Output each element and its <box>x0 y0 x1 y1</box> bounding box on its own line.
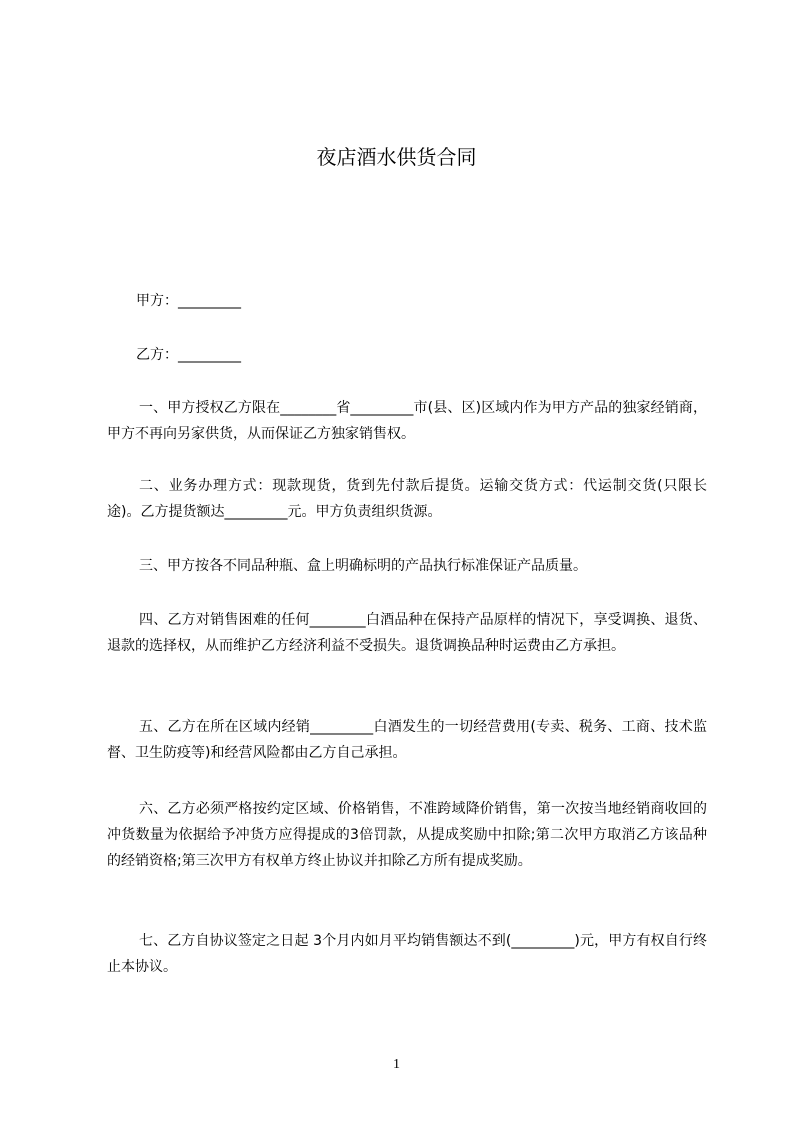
clause-3: 三、甲方按各不同品种瓶、盒上明确标明的产品执行标准保证产品质量。 <box>139 558 587 574</box>
document-title: 夜店酒水供货合同 <box>316 145 477 169</box>
party-b-line: 乙方：_________ <box>136 347 241 363</box>
clause-6: 六、乙方必须严格按约定区域、价格销售，不准跨域降价销售，第一次按当地经销商收回的冲货数量为依据给予冲货方应得提成的3倍罚款，从提成奖励中扣除;第二次甲方取消乙方该品种的经销资格;第三次甲方有权单方终止协议并扣除乙方所有提成奖励。 <box>107 801 707 869</box>
clause-4: 四、乙方对销售困难的任何________白酒品种在保持产品原样的情况下，享受调换、退货、退款的选择权，从而维护乙方经济利益不受损失。退货调换品种时运费由乙方承担。 <box>107 612 707 654</box>
clause-2: 二、业务办理方式：现款现货，货到先付款后提货。运输交货方式：代运制交货(只限长途)。乙方提货额达_________元。甲方负责组织货源。 <box>107 478 707 520</box>
clause-5: 五、乙方在所在区域内经销_________白酒发生的一切经营费用(专卖、税务、工商、技术监督、卫生防疫等)和经营风险都由乙方自己承担。 <box>107 719 707 761</box>
clause-7: 七、乙方自协议签定之日起 3个月内如月平均销售额达不到(_________)元，甲方有权自行终止本协议。 <box>107 933 707 975</box>
page-number: 1 <box>393 1057 400 1072</box>
party-a-line: 甲方：_________ <box>136 293 241 309</box>
clause-1: 一、甲方授权乙方限在________省_________市(县、区)区域内作为甲方产品的独家经销商，甲方不再向另家供货，从而保证乙方独家销售权。 <box>107 400 707 442</box>
